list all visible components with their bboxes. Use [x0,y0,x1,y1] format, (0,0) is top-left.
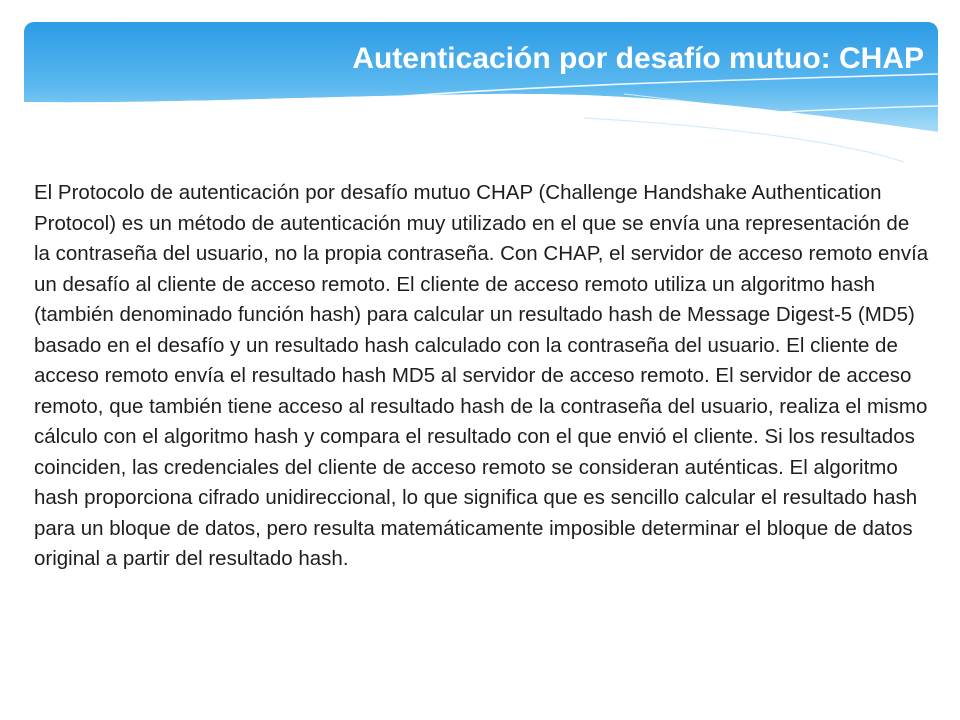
slide-title: Autenticación por desafío mutuo: CHAP [352,42,924,75]
body-paragraph: El Protocolo de autenticación por desafío mutuo CHAP (Challenge Handshake Authentication Protocol) es un método de autenticación muy utilizado en el que se envía una representación de la contraseña del usuario, no la propia contraseña. Con CHAP, el servidor de acceso remoto envía un desafío al cliente de acceso remoto. El cliente de acceso remoto utiliza un algoritmo hash (también denominado función hash) para calcular un resultado hash de Message Digest-5 (MD5) basado en el desafío y un resultado hash calculado con la contraseña del usuario. El cliente de acceso remoto envía el resultado hash MD5 al servidor de acceso remoto. El servidor de acceso remoto, que también tiene acceso al resultado hash de la contraseña del usuario, realiza el mismo cálculo con el algoritmo hash y compara el resultado con el que envió el cliente. Si los resultados coinciden, las credenciales del cliente de acceso remoto se consideran auténticas. El algoritmo hash proporciona cifrado unidireccional, lo que significa que es sencillo calcular el resultado hash para un bloque de datos, pero resulta matemáticamente imposible determinar el bloque de datos original a partir del resultado hash. [34,181,929,570]
